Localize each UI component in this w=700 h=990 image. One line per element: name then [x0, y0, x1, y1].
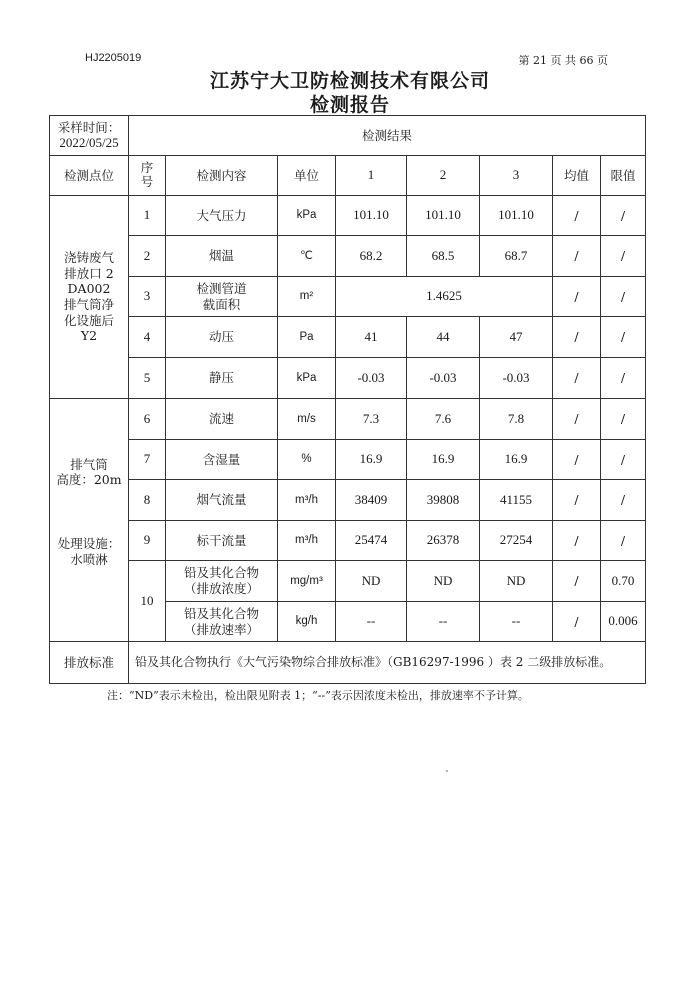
- row-value-2: 26378: [407, 521, 480, 561]
- results-heading: 检测结果: [129, 116, 646, 156]
- table-row: [50, 521, 646, 561]
- col-header-point: 检测点位: [50, 156, 129, 196]
- column-header-row: [50, 156, 646, 196]
- monitoring-point-line: 浇铸废气: [63, 250, 114, 266]
- table-row: [50, 196, 646, 236]
- row-avg: /: [553, 561, 601, 602]
- company-name: 江苏宁大卫防检测技术有限公司: [209, 70, 490, 92]
- row-item: [166, 561, 278, 602]
- row-value-1: 38409: [336, 480, 407, 521]
- row-item-line: （排放速率）: [183, 621, 259, 637]
- row-unit: kg/h: [278, 602, 336, 642]
- row-value-2: ND: [407, 561, 480, 602]
- row-limit: /: [601, 317, 646, 358]
- row-item: 动压: [166, 317, 278, 358]
- row-value-1: -0.03: [336, 358, 407, 399]
- row-seq: 9: [129, 521, 166, 561]
- row-item: 标干流量: [166, 521, 278, 561]
- row-seq: 8: [129, 480, 166, 521]
- emission-standard-row: [50, 642, 646, 684]
- row-value-3: 41155: [480, 480, 553, 521]
- row-item-line: 铅及其化合物: [183, 605, 259, 621]
- row-seq: 4: [129, 317, 166, 358]
- row-avg: /: [553, 236, 601, 277]
- facility-value: 水喷淋: [70, 551, 108, 567]
- row-seq: 2: [129, 236, 166, 277]
- row-avg: /: [553, 358, 601, 399]
- row-limit: /: [601, 277, 646, 317]
- row-seq: 10: [129, 561, 166, 642]
- row-value-3: 68.7: [480, 236, 553, 277]
- col-header-unit: 单位: [278, 156, 336, 196]
- stack-and-facility: [50, 399, 129, 642]
- row-item: 大气压力: [166, 196, 278, 236]
- row-value-2: 68.5: [407, 236, 480, 277]
- row-value-2: 101.10: [407, 196, 480, 236]
- row-avg: /: [553, 521, 601, 561]
- table-row: [50, 317, 646, 358]
- row-unit: %: [278, 440, 336, 480]
- row-limit: /: [601, 399, 646, 440]
- row-item: [166, 602, 278, 642]
- col-header-seq: [129, 156, 166, 196]
- report-number: HJ2205019: [85, 52, 142, 64]
- monitoring-point-line: Y2: [80, 328, 98, 344]
- row-avg: /: [553, 277, 601, 317]
- row-avg: /: [553, 317, 601, 358]
- col-header-2: 2: [407, 156, 480, 196]
- footnote: 注：“ND”表示未检出，检出限见附表 1；“--”表示因浓度未检出，排放速率不予计算。: [107, 689, 529, 702]
- row-value-3: 47: [480, 317, 553, 358]
- table-row: [50, 440, 646, 480]
- row-limit: /: [601, 196, 646, 236]
- table-row: [50, 277, 646, 317]
- row-value-2: 7.6: [407, 399, 480, 440]
- row-value-1: 41: [336, 317, 407, 358]
- row-unit: m²: [278, 277, 336, 317]
- row-value-2: 44: [407, 317, 480, 358]
- emission-standard-label: 排放标准: [50, 642, 129, 684]
- row-item: 烟气流量: [166, 480, 278, 521]
- table-row: [50, 561, 646, 602]
- row-item: 含湿量: [166, 440, 278, 480]
- row-value-2: -0.03: [407, 358, 480, 399]
- col-header-avg: 均值: [553, 156, 601, 196]
- monitoring-point: [50, 196, 129, 399]
- col-header-limit: 限值: [601, 156, 646, 196]
- row-avg: /: [553, 602, 601, 642]
- row-item: 静压: [166, 358, 278, 399]
- row-item: 流速: [166, 399, 278, 440]
- monitoring-point-line: 化设施后: [63, 312, 114, 328]
- row-limit: /: [601, 521, 646, 561]
- row-unit: mg/m³: [278, 561, 336, 602]
- row-value-1: 68.2: [336, 236, 407, 277]
- stack-label: 排气筒: [70, 456, 108, 472]
- row-seq: 1: [129, 196, 166, 236]
- row-value-1: --: [336, 602, 407, 642]
- row-value-2: 39808: [407, 480, 480, 521]
- row-item: 烟温: [166, 236, 278, 277]
- row-item-line: 截面积: [202, 296, 241, 312]
- row-item-line: 铅及其化合物: [183, 565, 259, 581]
- report-title: 检测报告: [309, 94, 390, 116]
- row-unit: Pa: [278, 317, 336, 358]
- row-value-3: -0.03: [480, 358, 553, 399]
- row-unit: kPa: [278, 196, 336, 236]
- row-value-2: 16.9: [407, 440, 480, 480]
- page-info: 第 21 页 共 66 页: [518, 54, 608, 67]
- row-limit: /: [601, 440, 646, 480]
- row-seq: 6: [129, 399, 166, 440]
- row-value-3: --: [480, 602, 553, 642]
- row-value-1: 7.3: [336, 399, 407, 440]
- row-seq: 3: [129, 277, 166, 317]
- row-item-line: 检测管道: [196, 280, 247, 296]
- row-avg: /: [553, 399, 601, 440]
- monitoring-point-line: 排放口 2: [64, 265, 114, 281]
- row-value-1: 25474: [336, 521, 407, 561]
- sampling-time-label: 采样时间：: [57, 119, 121, 135]
- row-seq: 5: [129, 358, 166, 399]
- sampling-time-cell: [50, 116, 129, 156]
- row-unit: kPa: [278, 358, 336, 399]
- col-header-item: 检测内容: [166, 156, 278, 196]
- monitoring-point-line: 排气筒净: [63, 297, 114, 312]
- table-header-row: [50, 116, 646, 156]
- row-limit: /: [601, 358, 646, 399]
- row-unit: m/s: [278, 399, 336, 440]
- spacer: [50, 417, 128, 457]
- row-seq: 7: [129, 440, 166, 480]
- row-limit: /: [601, 236, 646, 277]
- emission-standard-text: 铅及其化合物执行《大气污染物综合排放标准》（GB16297-1996 ）表 2 二级排放标准。: [129, 642, 646, 684]
- row-limit: /: [601, 480, 646, 521]
- row-avg: /: [553, 196, 601, 236]
- row-value-1: 16.9: [336, 440, 407, 480]
- row-limit: 0.006: [601, 602, 646, 642]
- table-row: [50, 399, 646, 440]
- sampling-date: 2022/05/25: [59, 135, 119, 151]
- row-unit: ℃: [278, 236, 336, 277]
- col-header-1: 1: [336, 156, 407, 196]
- row-item-line: （排放浓度）: [183, 581, 259, 596]
- spacer: [50, 488, 128, 536]
- monitoring-point-line: DA002: [67, 281, 111, 297]
- row-unit: m³/h: [278, 480, 336, 521]
- facility-label: 处理设施：: [57, 536, 121, 551]
- scan-speck: [446, 770, 448, 772]
- stack-height: 高度：20m: [56, 472, 122, 488]
- row-value-3: 101.10: [480, 196, 553, 236]
- col-header-3: 3: [480, 156, 553, 196]
- table-row: [50, 236, 646, 277]
- row-value-3: ND: [480, 561, 553, 602]
- results-table: [49, 115, 646, 684]
- row-value-3: 27254: [480, 521, 553, 561]
- row-value-1: 101.10: [336, 196, 407, 236]
- row-value-2: --: [407, 602, 480, 642]
- table-row: [50, 358, 646, 399]
- row-avg: /: [553, 440, 601, 480]
- table-row: [50, 480, 646, 521]
- row-limit: 0.70: [601, 561, 646, 602]
- col-header-seq-text: 序号: [140, 160, 154, 190]
- row-unit: m³/h: [278, 521, 336, 561]
- row-value-1: ND: [336, 561, 407, 602]
- row-value-3: 7.8: [480, 399, 553, 440]
- row-avg: /: [553, 480, 601, 521]
- spacer: [50, 567, 128, 623]
- row-item: [166, 277, 278, 317]
- row-value-3: 16.9: [480, 440, 553, 480]
- row-merged-value: 1.4625: [336, 277, 553, 317]
